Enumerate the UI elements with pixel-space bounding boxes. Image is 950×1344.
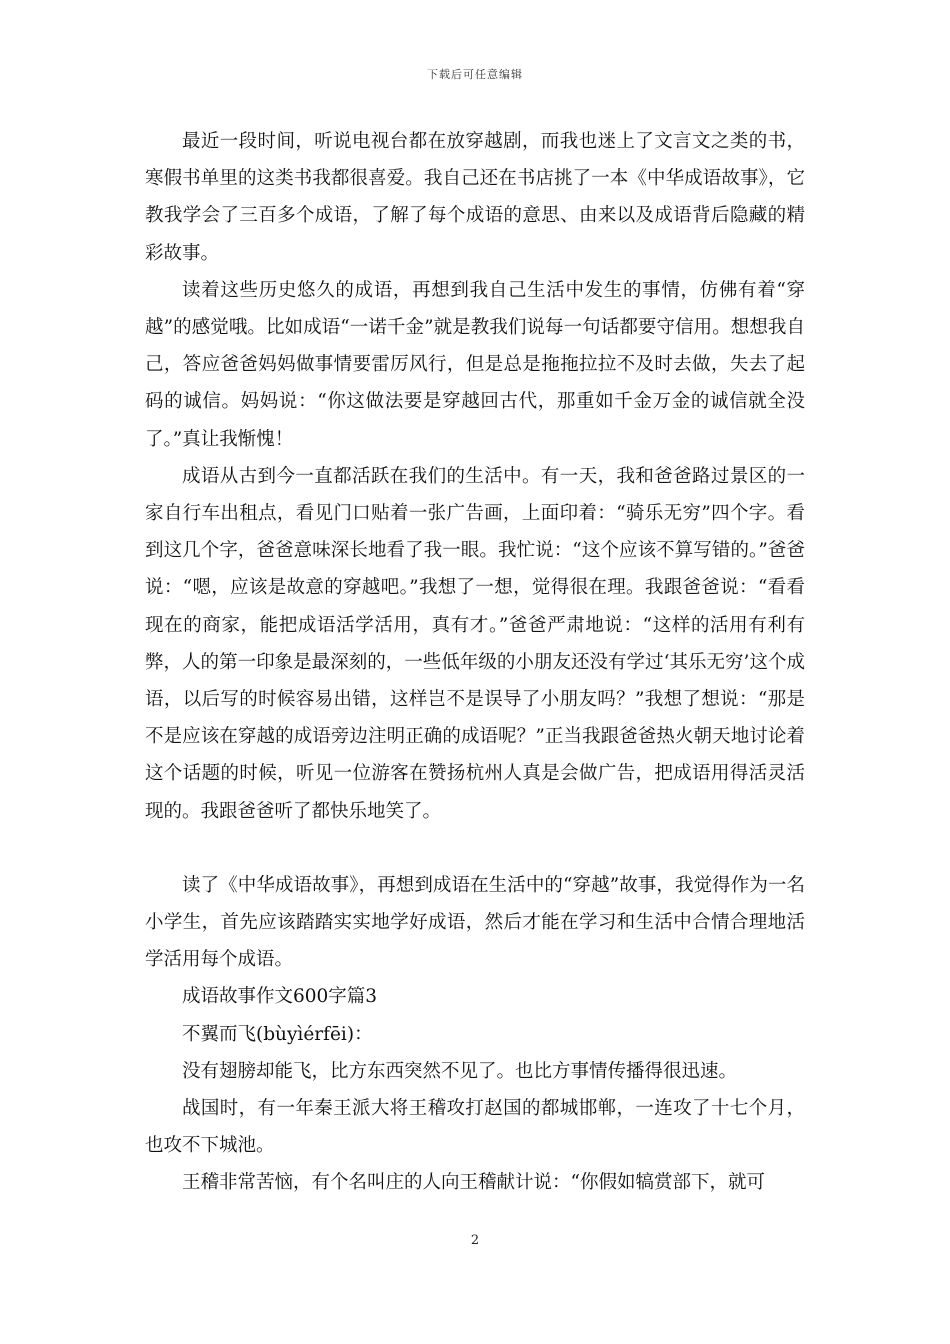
story-paragraph-2: 王稽非常苦恼，有个名叫庄的人向王稽献计说：“你假如犒赏部下，就可 xyxy=(182,1172,765,1194)
paragraph-3: 成语从古到今一直都活跃在我们的生活中。有一天，我和爸爸路过景区的一家自行车出租点，看见门口贴着一张广告画，上面印着：“骑乐无穷”四个字。看到这几个字，爸爸意味深长地看了我一眼。我忙说：“这个应该不算写错的。”爸爸说：“嗯，应该是故意的穿越吧。”我想了一想，觉得很在理。我跟爸爸说：“看看现在的商家，能把成语活学活用，真有才。”爸爸严肃地说：“这样的活用有利有弊，人的第一印象是最深刻的，一些低年级的小朋友还没有学过‘其乐无穷’这个成语，以后写的时候容易出错，这样岂不是误导了小朋友吗？”我想了想说：“那是不是应该在穿越的成语旁边注明正确的成语呢？”正当我跟爸爸热火朝天地讨论着这个话题的时候，听见一位游客在赞扬杭州人真是会做广告，把成语用得活灵活现的。我跟爸爸听了都快乐地笑了。 xyxy=(145,465,805,822)
section-title: 成语故事作文600字篇3 xyxy=(182,986,378,1008)
paragraph-1: 最近一段时间，听说电视台都在放穿越剧，而我也迷上了文言文之类的书，寒假书单里的这类书我都很喜爱。我自己还在书店挑了一本《中华成语故事》，它教我学会了三百多个成语，了解了每个成语的意思、由来以及成语背后隐藏的精彩故事。 xyxy=(145,131,805,264)
idiom-definition: 没有翅膀却能飞，比方东西突然不见了。也比方事情传播得很迅速。 xyxy=(182,1060,738,1082)
page-header: 下载后可任意编辑 xyxy=(427,68,523,81)
idiom-heading: 不翼而飞(bùyìérfēi)： xyxy=(182,1023,373,1045)
paragraph-4: 读了《中华成语故事》，再想到成语在生活中的“穿越”故事，我觉得作为一名小学生，首先应该踏踏实实地学好成语，然后才能在学习和生活中合情合理地活学活用每个成语。 xyxy=(145,874,805,971)
document-body xyxy=(145,123,805,1202)
page-number: 2 xyxy=(470,1233,480,1248)
paragraph-2: 读着这些历史悠久的成语，再想到我自己生活中发生的事情，仿佛有着“穿越”的感觉哦。比如成语“一诺千金”就是教我们说每一句话都要守信用。想想我自己，答应爸爸妈妈做事情要雷厉风行，但是总是拖拖拉拉不及时去做，失去了起码的诚信。妈妈说：“你这做法要是穿越回古代，那重如千金万金的诚信就全没了。”真让我惭愧！ xyxy=(145,279,805,450)
story-paragraph-1: 战国时，有一年秦王派大将王稽攻打赵国的都城邯郸，一连攻了十七个月，也攻不下城池。 xyxy=(145,1098,805,1157)
